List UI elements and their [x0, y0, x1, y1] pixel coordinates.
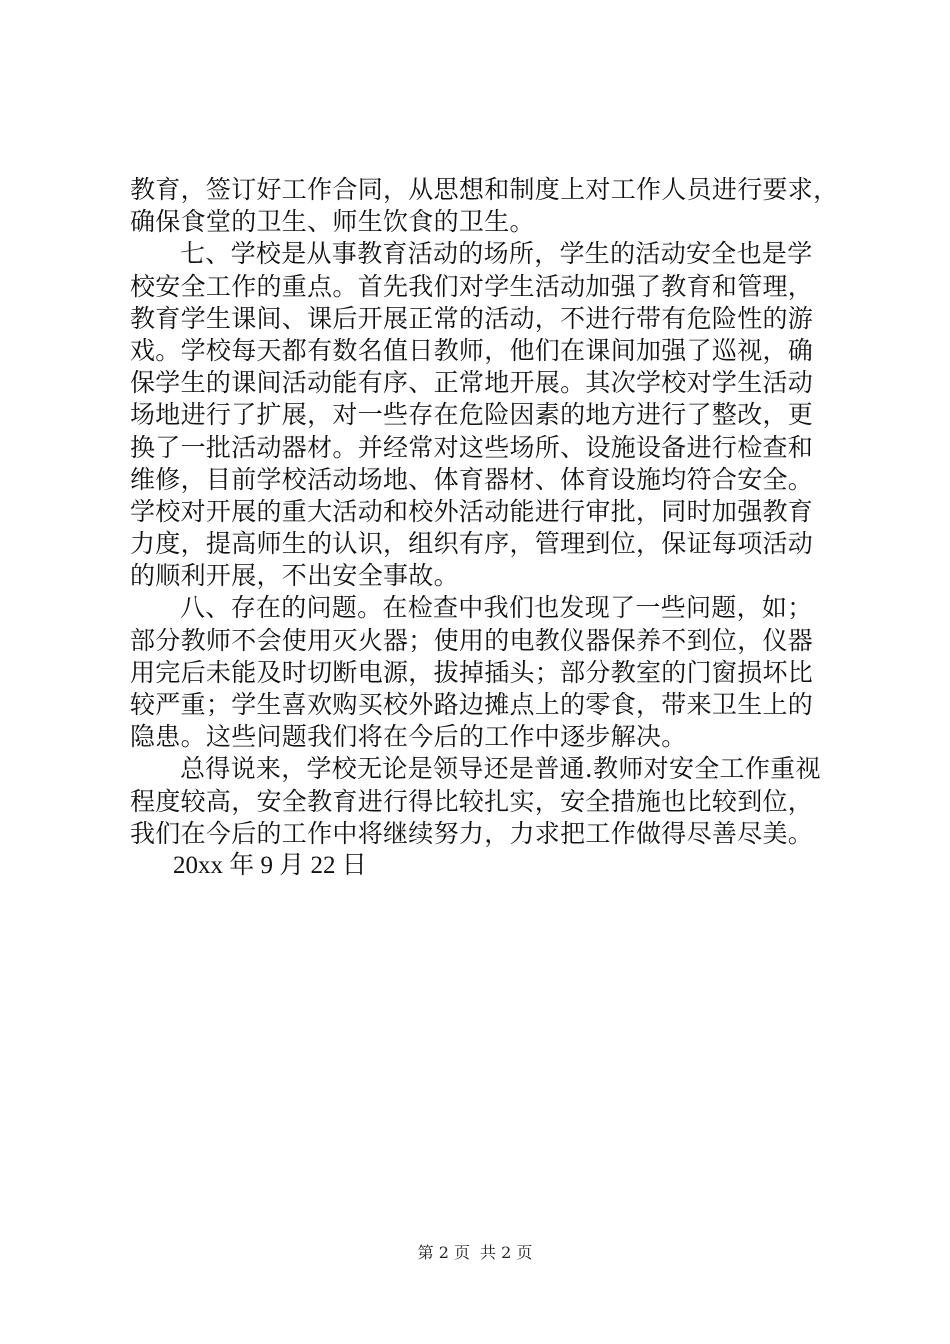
- text-line: 保学生的课间活动能有序、正常地开展。其次学校对学生活动: [130, 368, 814, 398]
- text-line: 我们在今后的工作中将继续努力，力求把工作做得尽善尽美。: [130, 818, 814, 848]
- paragraph-start-line: 总得说来，学校无论是领导还是普通.教师对安全工作重视: [180, 754, 821, 784]
- page-number: 第 2 页: [417, 1243, 470, 1262]
- paragraph-start-line: 七、学校是从事教育活动的场所，学生的活动安全也是学: [180, 239, 813, 269]
- text-line: 力度，提高师生的认识，组织有序，管理到位，保证每项活动: [130, 529, 814, 559]
- page-footer: [0, 1242, 950, 1264]
- text-line: 用完后未能及时切断电源，拔掉插头；部分教室的门窗损坏比: [130, 657, 814, 687]
- text-line: 确保食堂的卫生、师生饮食的卫生。: [130, 207, 535, 237]
- text-line: 学校对开展的重大活动和校外活动能进行审批，同时加强教育: [130, 496, 814, 526]
- text-line: 隐患。这些问题我们将在今后的工作中逐步解决。: [130, 722, 687, 752]
- page-total: 共 2 页: [480, 1243, 533, 1262]
- text-line: 程度较高，安全教育进行得比较扎实，安全措施也比较到位，: [130, 786, 814, 816]
- text-line: 戏。学校每天都有数名值日教师，他们在课间加强了巡视，确: [130, 335, 814, 365]
- paragraph-start-line: 八、存在的问题。在检查中我们也发现了一些问题，如；: [180, 593, 813, 623]
- text-line: 教育学生课间、课后开展正常的活动，不进行带有危险性的游: [130, 303, 814, 333]
- text-line: 换了一批活动器材。并经常对这些场所、设施设备进行检查和: [130, 432, 814, 462]
- text-line: 校安全工作的重点。首先我们对学生活动加强了教育和管理，: [130, 271, 814, 301]
- document-body: [130, 174, 839, 882]
- text-line: 的顺利开展，不出安全事故。: [130, 561, 459, 591]
- document-date: 20xx 年 9 月 22 日: [173, 851, 367, 879]
- text-line: 教育，签订好工作合同，从思想和制度上对工作人员进行要求，: [130, 175, 839, 204]
- text-line: 场地进行了扩展，对一些存在危险因素的地方进行了整改，更: [130, 400, 814, 430]
- text-line: 部分教师不会使用灭火器；使用的电教仪器保养不到位，仪器: [130, 625, 814, 655]
- text-line: 维修，目前学校活动场地、体育器材、体育设施均符合安全。: [130, 464, 814, 494]
- text-line: 较严重；学生喜欢购买校外路边摊点上的零食，带来卫生上的: [130, 690, 814, 719]
